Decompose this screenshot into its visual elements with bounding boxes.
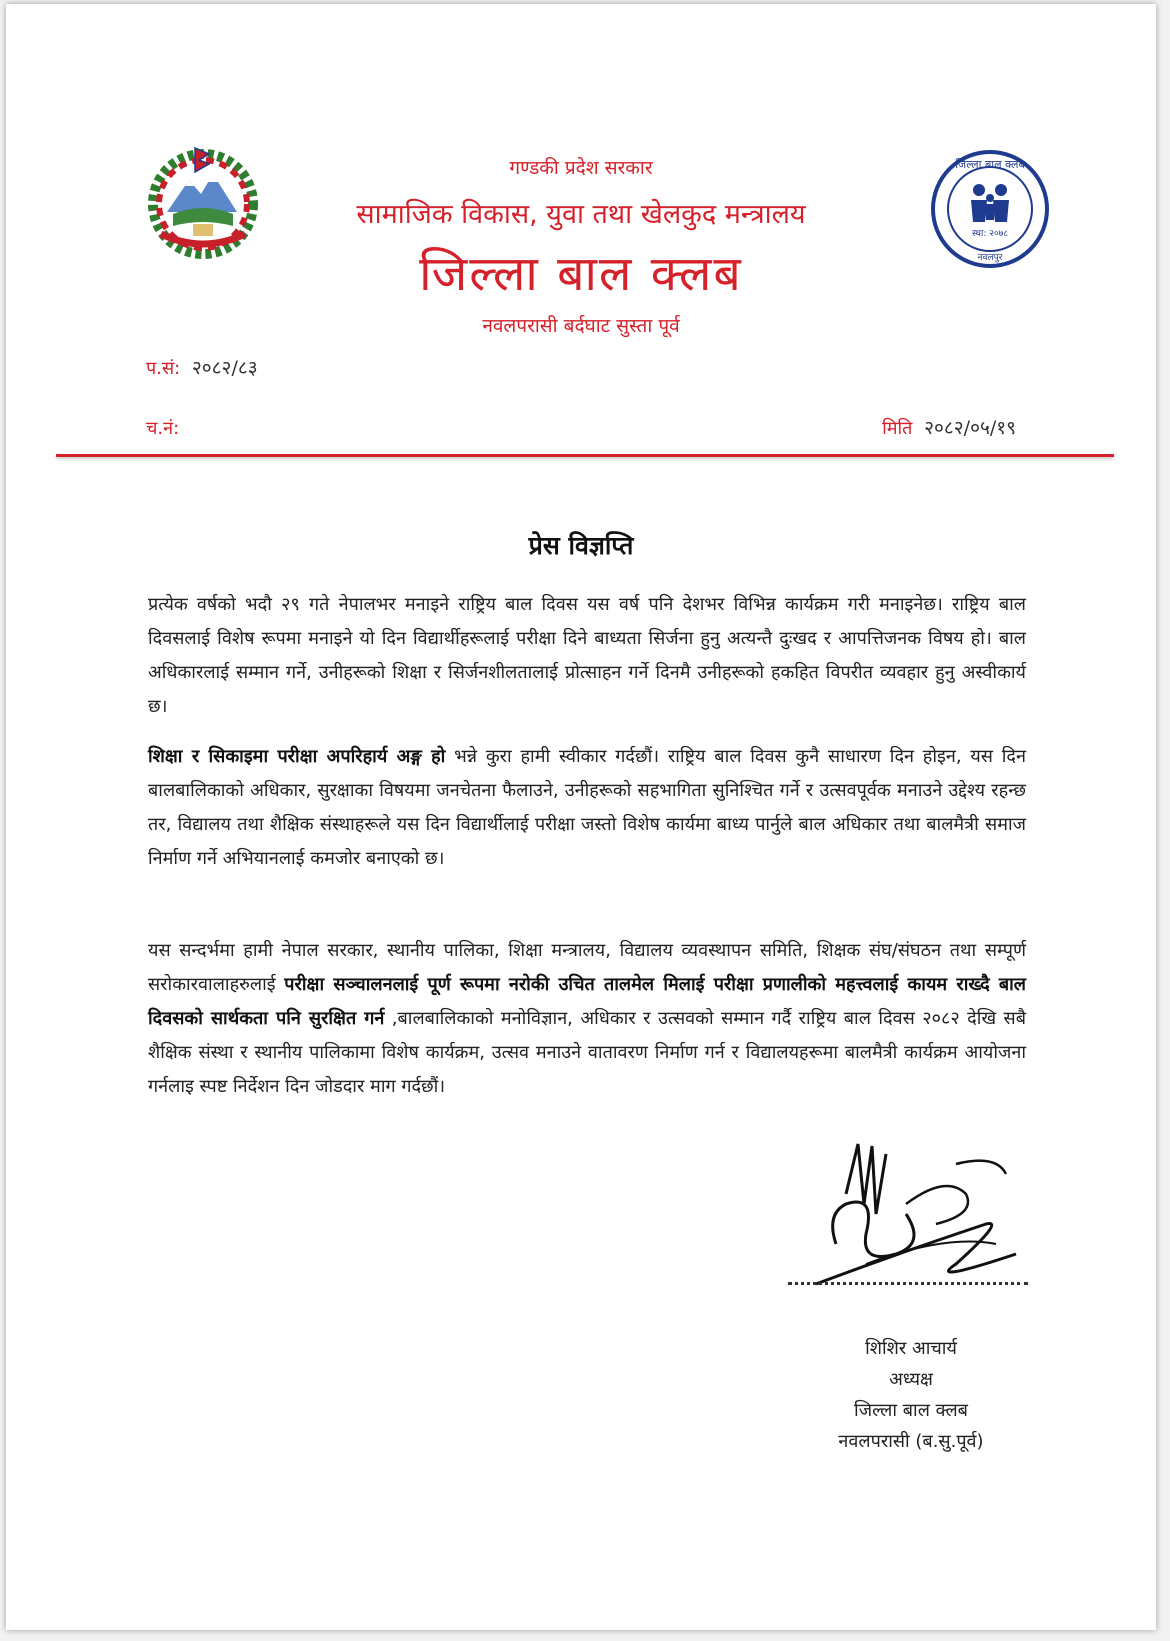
paragraph-3-bold: परीक्षा सञ्चालनलाई पूर्ण रूपमा नरोकी उचित तालमेल मिलाई परीक्षा प्रणालीको महत्त्वलाई कायम राख्दै बाल दिवसको सार्थकता पनि सुरक्षित गर्न — [148, 974, 1026, 1029]
chalani-number — [146, 416, 179, 440]
signatory-role: अध्यक्ष — [889, 1369, 933, 1390]
paragraph-3-end: ,बालबालिकाको मनोविज्ञान, अधिकार र उत्सवको सम्मान गर्दै राष्ट्रिय बाल दिवस २०८२ देखि सबै शैक्षिक संस्था र स्थानीय पालिकामा विशेष कार्यक्रम, उत्सव मनाउने वातावरण निर्माण गर्न र विद्यालयहरूमा बालमैत्री कार्यक्रम आयोजना गर्नलाइ स्पष्ट निर्देशन दिन जोडदार माग गर्दछौं। — [148, 1008, 1026, 1097]
seal-year-text: स्था: २०७८ — [971, 229, 1009, 239]
chalani-label: च.नं: — [146, 418, 180, 439]
paragraph-2-rest: भन्ने कुरा हामी स्वीकार गर्दछौं। राष्ट्रिय बाल दिवस कुनै साधारण दिन होइन, यस दिन बालबालिकाको अधिकार, सुरक्षाका विषयमा जनचेतना फैलाउने, उनीहरूको सहभागिता सुनिश्चित गर्ने र उत्सवपूर्वक मनाउने उद्देश्य रहन्छ तर, विद्यालय तथा शैक्षिक संस्थाहरूले यस दिन विद्यार्थीलाई परीक्षा जस्तो विशेष कार्यमा बाध्य पार्नुले बाल अधिकार तथा बालमैत्री समाज निर्माण गर्ने अभियानलाई कमजोर बनाएको छ। — [148, 746, 1026, 869]
header-divider — [56, 454, 1114, 457]
document-title: प्रेस विज्ञप्ति — [528, 531, 634, 560]
paragraph-2-bold: शिक्षा र सिकाइमा परीक्षा अपरिहार्य अङ्ग हो — [148, 746, 446, 767]
signature-line — [788, 1282, 1028, 1285]
seal-top-text: जिल्ला बाल क्लब — [955, 158, 1025, 171]
signatory-name: शिशिर आचार्य — [865, 1338, 957, 1359]
seal-bottom-text: नवलपुर — [977, 253, 1003, 263]
paragraph-1: प्रत्येक वर्षको भदौ २९ गते नेपालभर मनाइने राष्ट्रिय बाल दिवस यस वर्ष पनि देशभर विभिन्न कार्यक्रम गरी मनाइनेछ। राष्ट्रिय बाल दिवसलाई विशेष रूपमा मनाइने यो दिन विद्यार्थीहरूलाई परीक्षा दिने बाध्यता सिर्जना हुनु अत्यन्तै दुःखद र आपत्तिजनक विषय हो। बाल अधिकारलाई सम्मान गर्ने, उनीहरूको शिक्षा र सिर्जनशीलतालाई प्रोत्साहन गर्ने दिनमै उनीहरूको हकहित विपरीत व्यवहार हुनु अस्वीकार्य छ। — [148, 594, 1026, 717]
signatory-organization: जिल्ला बाल क्लब — [854, 1400, 968, 1421]
date-value: २०८२/०५/१९ — [924, 417, 1016, 439]
organization-name: जिल्ला बाल क्लब — [419, 246, 743, 302]
letter-page — [6, 4, 1156, 1630]
signatory-place: नवलपरासी (ब.सु.पूर्व) — [838, 1431, 984, 1452]
ministry-name: सामाजिक विकास, युवा तथा खेलकुद मन्त्रालय — [356, 199, 806, 230]
government-name: गण्डकी प्रदेश सरकार — [509, 157, 653, 179]
reference-label: प.सं: — [146, 358, 181, 379]
paragraph-3-start: यस सन्दर्भमा हामी नेपाल सरकार, स्थानीय पालिका, शिक्षा मन्त्रालय, विद्यालय व्यवस्थापन समिति, शिक्षक संघ/संघठन तथा सम्पूर्ण सरोकारवालाहरुलाई — [148, 940, 1026, 995]
reference-value: २०८२/८३ — [191, 357, 258, 379]
handwritten-signature-icon — [806, 1134, 1036, 1294]
letter-date — [882, 414, 1016, 440]
date-label: मिति — [882, 418, 913, 439]
organization-location: नवलपरासी बर्दघाट सुस्ता पूर्व — [482, 315, 680, 337]
reference-number — [146, 354, 258, 380]
paragraph-2 — [148, 740, 1026, 876]
paragraph-3 — [148, 934, 1026, 1104]
